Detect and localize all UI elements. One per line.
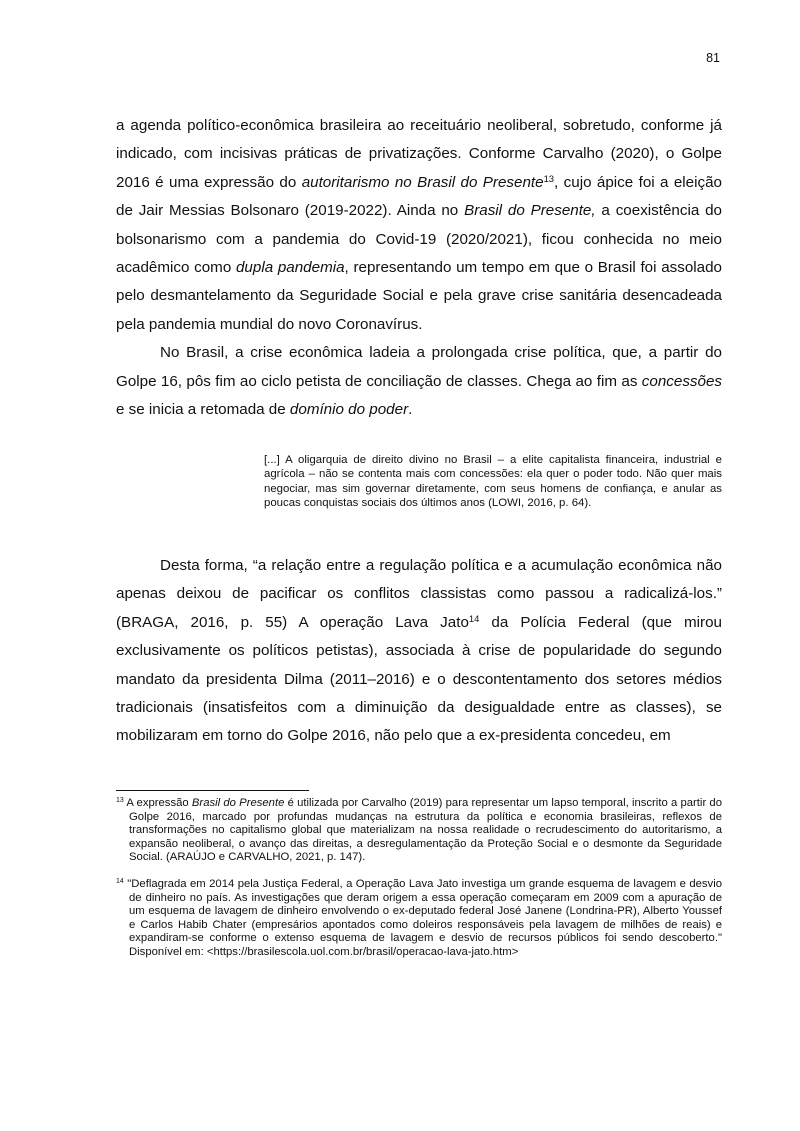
paragraph-1-text: , cujo ápice foi a eleição de Jair Messias Bolsonaro (2019-2022). Ainda no [116, 173, 722, 220]
footnote-marker-14: 14 [116, 878, 124, 886]
paragraph-2-text: . [408, 401, 413, 419]
paragraph-1 [116, 112, 722, 339]
main-text [116, 112, 722, 424]
paragraph-3-text: da Polícia Federal (que mirou exclusivamente os políticos petistas), associada à crise de popularidade do segundo mandato da presidenta Dilma (2011–2016) e o descontentamento dos setores médios tradicionais (insatisfeitos com a diminuição da desigualdade entre as classes), se mobilizaram em torno do Golpe 2016, não pelo que a ex-presidenta concedeu, em [116, 613, 723, 745]
footnote-14-text: "Deflagrada em 2014 pela Justiça Federal, a Operação Lava Jato investiga um grande esquema de lavagem e desvio de dinheiro no país. As investigações que deram origem a essa operação começaram em 2009 com a apuração de um esquema de lavagem de dinheiro envolvendo o ex-deputado federal José Janene (Londrina-PR), Alberto Youssef e Carlos Habib Chater (empresários apontados como doleiros responsáveis pela lavagem de milhões de reais) e expandiram-se conforme o extenso esquema de lavagem e desvio de recursos públicos foi sendo descoberto." Disponível em: <https://brasilescola.uol.com.br/brasil/operacao-lava-jato.htm> [123, 877, 722, 958]
emphasis-concessoes: concessões [641, 372, 722, 390]
footnote-13 [116, 797, 722, 865]
footnote-ref-14[interactable]: 14 [468, 612, 480, 624]
footnote-ref-13[interactable]: 13 [543, 172, 555, 184]
paragraph-2-text: e se inicia a retomada de [116, 401, 290, 419]
footnote-separator [116, 790, 309, 791]
footnotes [116, 797, 722, 960]
page-number: 81 [706, 51, 720, 65]
emphasis-dominio-do-poder: domínio do poder [289, 401, 409, 419]
paragraph-1-text: , representando um tempo em que o Brasil foi assolado pelo desmantelamento da Seguridade Social e pela grave crise sanitária desencadeada pela pandemia mundial do novo Coronavírus. [116, 259, 722, 333]
footnote-14 [116, 878, 722, 960]
emphasis-brasil-do-presente: Brasil do Presente [191, 797, 285, 809]
footnote-13-text: A expressão [123, 797, 192, 809]
main-text-continuation [116, 552, 722, 751]
paragraph-3 [116, 552, 722, 751]
footnote-marker-13: 13 [116, 797, 124, 805]
block-quotation: [...] A oligarquia de direito divino no Brasil – a elite capitalista financeira, industrial e agrícola – não se contenta mais com concessões: ela quer o poder todo. Não quer mais negociar, mas sim governar diretamente, com seus homens de confiança, e anular as poucas conquistas sociais dos últimos anos (LOWI, 2016, p. 64). [264, 454, 722, 510]
paragraph-1-text: a coexistência do bolsonarismo com a pandemia do Covid-19 (2020/2021), ficou conhecida no meio acadêmico como [116, 202, 722, 277]
paragraph-2-text: No Brasil, a crise econômica ladeia a prolongada crise política, que, a partir do Golpe 16, pôs fim ao ciclo petista de conciliação de classes. Chega ao fim as [116, 344, 722, 390]
emphasis-dupla-pandemia: dupla pandemia [235, 259, 345, 277]
paragraph-2 [116, 339, 722, 424]
emphasis-brasil-do-presente: Brasil do Presente, [464, 202, 596, 220]
footnote-13-text: é utilizada por Carvalho (2019) para representar um lapso temporal, inscrito a partir do Golpe 2016, marcado por profundas mudanças na estrutura da política e economia brasileiras, reflexos de transformações no capitalismo global que materializam na nossa realidade o recrudescimento do autoritarismo, a expansão neoliberal, o avanço das direitas, a desregulamentação da Proteção Social e o desmonte da Seguridade Social. (ARAÚJO e CARVALHO, 2021, p. 147). [129, 797, 722, 864]
emphasis-autoritarismo: autoritarismo no Brasil do Presente [301, 173, 544, 191]
paragraph-3-text: Desta forma, “a relação entre a regulação política e a acumulação econômica não apenas deixou de pacificar os conflitos classistas como passou a radicalizá-los.” (BRAGA, 2016, p. 55) A operação Lava Jato [116, 557, 722, 631]
paragraph-1-text: a agenda político-econômica brasileira ao receituário neoliberal, sobretudo, conforme já indicado, com incisivas práticas de privatizações. Conforme Carvalho (2020), o Golpe 2016 é uma expressão do [116, 117, 722, 191]
